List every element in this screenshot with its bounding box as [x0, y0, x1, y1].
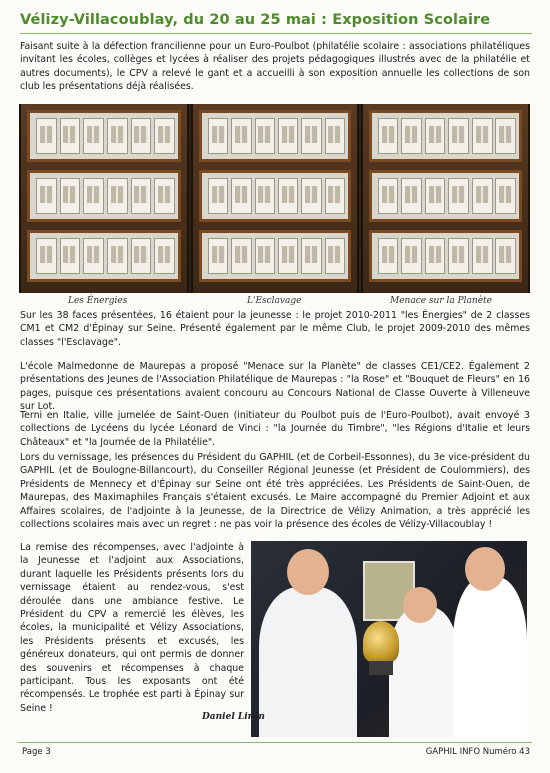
paragraph-terni: Terni en Italie, ville jumelée de Saint-Ouen (initiateur du Poulbot puis de l'Euro-Poulbot), avait envoyé 3 collections de Lycéens du lycée Léonard de Vinci : "la Journée du Timbre", "les Régions d'Italie et leurs Châteaux" et "la Journée de la Philatélie".	[20, 410, 530, 448]
paragraph-recompenses: La remise des récompenses, avec l'adjointe à la Jeunesse et l'adjoint aux Associations, durant laquelle les Présidents présents lors du vernissage étaient au rendez-vous, s'est déroulée dans une ambiance festive. Le Président du CPV a remercié les élèves, les écoles, la municipalité et Vélizy Associations, les Présidents présents et excusés, les généreux donateurs, qui ont permis de donner des souvenirs et récompenses à chaque participant. Tous les exposants ont été récompensés. Le trophée est parti à Épinay sur Seine !	[20, 542, 244, 714]
paragraph-faces: Sur les 38 faces présentées, 16 étaient pour la jeunesse : le projet 2010-2011 "les Énergies" de 2 classes CM1 et CM2 d'Épinay sur Seine. Présenté également par le même Club, le projet 2009-2010 des mêmes classes "l'Esclavage".	[20, 310, 530, 348]
person-center	[389, 607, 459, 737]
trophy-cup	[363, 621, 399, 663]
paragraph-maurepas: L'école Malmedonne de Maurepas a proposé "Menace sur la Planète" de classes CE1/CE2. Également 2 présentations des Jeunes de l'Association Philatélique de Maurepas : "la Rose" et "Bouquet de Fleurs" en 16 pages, puisque ces présentations avaient concouru au Concours National de Classe Ouverte à Villeneuve sur Lot.	[20, 361, 530, 413]
paragraph-vernissage: Lors du vernissage, les présences du Président du GAPHIL (et de Corbeil-Essonnes), du 3e vice-président du GAPHIL (et de Boulogne-Billancourt), du Conseiller Régional Jeunesse (et Président de Coulommiers), des Présidents de Mennecy et d'Épinay sur Seine ont été très appréciées. Les Présidents de Saint-Ouen, de Maurepas, des Maximaphiles Français s'étaient excusés. Le Maire accompagné du Premier Adjoint et aux Affaires scolaires, de l'adjointe à la Jeunesse, de la Directrice de Vélizy Animation, a très apprécié les collections scolaires mais avec un regret : ne pas voir la présence des écoles de Vélizy-Villacoublay !	[20, 452, 530, 531]
footer-divider	[18, 742, 532, 743]
photo-panel-energies	[19, 104, 189, 293]
award-ceremony-photo	[251, 541, 527, 737]
intro-paragraph: Faisant suite à la défection francilienne pour un Euro-Poulbot (philatélie scolaire : associations philatéliques invitant les écoles, collèges et lycées à réaliser des projets pédagogiques illustrés avec de la philatélie et autres documents), le CPV a relevé le gant et a accueilli à son exposition annuelle les collections de son club les présentations déjà réalisées.	[20, 41, 530, 93]
exhibition-photo-strip	[19, 104, 530, 293]
person-left	[259, 587, 357, 737]
title-divider	[20, 33, 532, 34]
person-right	[453, 577, 527, 737]
page-number: Page 3	[22, 747, 51, 757]
photo-panel-esclavage	[191, 104, 359, 293]
publication-issue: GAPHIL INFO Numéro 43	[425, 747, 530, 757]
caption-esclavage: L'Esclavage	[247, 296, 302, 306]
caption-menace-planete: Menace sur la Planète	[390, 296, 492, 306]
photo-panel-menace-planete	[361, 104, 530, 293]
caption-energies: Les Énergies	[68, 296, 128, 306]
author-signature: Daniel Liron	[202, 712, 265, 722]
article-title: Vélizy-Villacoublay, du 20 au 25 mai : Exposition Scolaire	[20, 12, 491, 28]
